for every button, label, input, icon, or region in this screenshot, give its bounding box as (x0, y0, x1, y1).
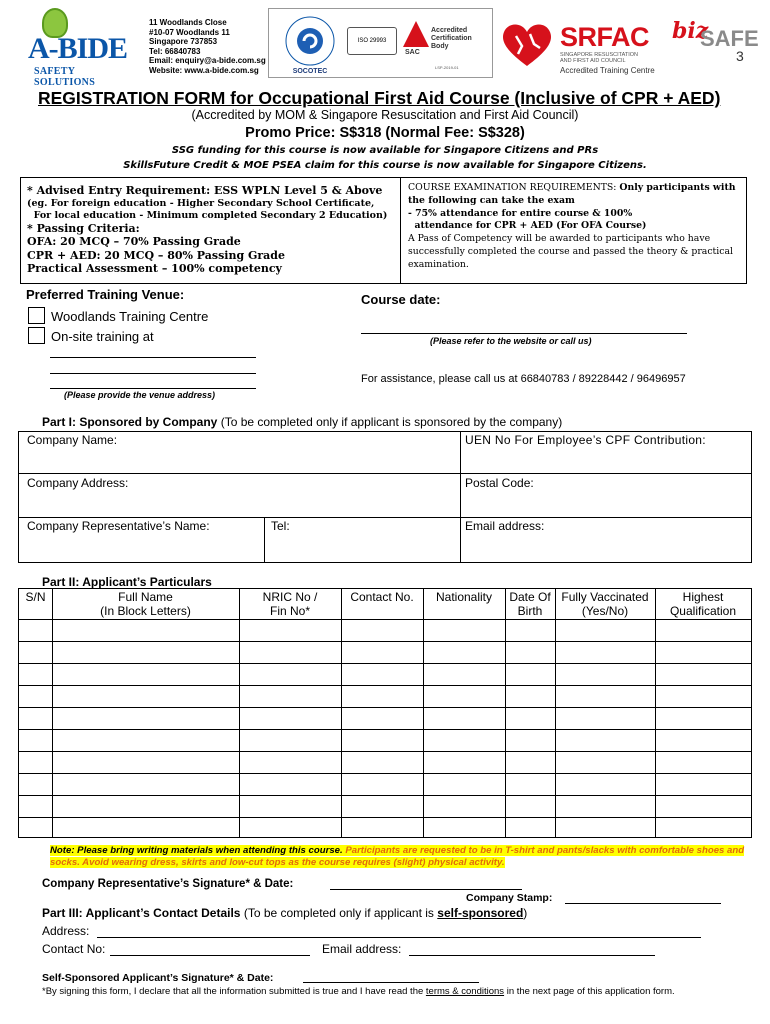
srfac-sub-line: AND FIRST AID COUNCIL (560, 58, 626, 64)
sac-code: LSP-2019-01 (435, 65, 459, 70)
sac-text (431, 27, 472, 51)
exam-req-head (408, 182, 739, 208)
form-title: REGISTRATION FORM for Occupational First Aid Course (Inclusive of CPR + AED) (38, 88, 721, 108)
req-line: Practical Assessment – 100% competency (27, 262, 282, 275)
part3-heading-rest: (To be completed only if applicant is (240, 906, 438, 920)
exam-req-paragraph: A Pass of Competency will be awarded to participants who have successfully completed the course and passed the theory & practical examination. (408, 233, 733, 270)
applicant-table (18, 588, 752, 838)
certification-logos (268, 8, 493, 78)
req-line: CPR + AED: 20 MCQ – 80% Passing Grade (27, 248, 285, 262)
sac-mark-icon (403, 21, 429, 47)
part3-self-sponsored: self-sponsored (437, 906, 524, 920)
srfac-sub (560, 52, 638, 64)
assistance-phone: For assistance, please call us at 66840783 / 89228442 / 96496957 (361, 373, 686, 385)
part2-heading: Part II: Applicant’s Particulars (42, 575, 212, 589)
heart-icon (500, 22, 554, 68)
sac-label: SAC (405, 49, 420, 56)
table-row[interactable] (19, 773, 751, 795)
company-address-field[interactable]: Company Address: (27, 476, 129, 490)
contact-no-label: Contact No: (42, 942, 106, 956)
company-stamp-label: Company Stamp: (466, 892, 553, 904)
company-contact (149, 18, 266, 76)
part3-heading (42, 906, 527, 920)
socotec-logo (279, 13, 341, 75)
venue-onsite-label: On-site training at (51, 329, 154, 344)
divider (19, 517, 751, 518)
bizsafe-logo (672, 14, 762, 70)
terms-link[interactable]: terms & conditions (425, 986, 505, 997)
divider (460, 432, 461, 562)
rep-signature-label: Company Representative’s Signature* & Date: (42, 878, 294, 890)
table-header-cell: Full Name (In Block Letters) (100, 590, 191, 618)
bizsafe-safe: SAFE (700, 26, 759, 51)
attire-note (50, 845, 750, 869)
table-header-cell: Fully Vaccinated (Yes/No) (561, 590, 649, 618)
company-stamp-line[interactable] (565, 903, 721, 904)
srfac-sub-line: SINGAPORE RESUSCITATION (560, 52, 639, 58)
bizsafe-biz: biz (672, 18, 709, 44)
self-signature-line[interactable] (303, 982, 479, 983)
address-label: Address: (42, 924, 90, 938)
table-header-cell: Contact No. (350, 590, 414, 604)
declaration-text: *By signing this form, I declare that all the information submitted is true and I have read the (42, 986, 426, 997)
rep-tel-field[interactable]: Tel: (271, 519, 290, 533)
contact-line: Tel: 66840783 (149, 46, 201, 56)
req-line: * Passing Criteria: (27, 221, 140, 235)
part1-heading-rest: (To be completed only if applicant is sponsored by the company) (217, 415, 563, 429)
table-header-cell: Highest Qualification (669, 590, 737, 618)
sac-line: Accredited (431, 27, 468, 34)
contact-line: Website: www.a-bide.com.sg (149, 65, 259, 75)
rep-email-field[interactable]: Email address: (465, 519, 545, 533)
part3-heading-close: ) (523, 906, 528, 920)
bizsafe-level: 3 (736, 48, 744, 64)
req-line: * Advised Entry Requirement: ESS WPLN Level 5 & Above (27, 184, 383, 197)
table-header-cell: Date Of Birth (509, 590, 551, 618)
postal-code-field[interactable]: Postal Code: (465, 476, 534, 490)
table-row[interactable] (19, 685, 751, 707)
course-date-hint: (Please refer to the website or call us) (430, 336, 592, 346)
part3-heading-bold: Part III: Applicant’s Contact Details (42, 906, 241, 920)
promo-price: Promo Price: S$318 (Normal Fee: S$328) (245, 125, 525, 141)
table-row[interactable] (19, 795, 751, 817)
table-row[interactable] (19, 751, 751, 773)
req-line: OFA: 20 MCQ – 70% Passing Grade (27, 235, 241, 248)
entry-requirements (20, 177, 401, 284)
venue-address-line-2[interactable] (50, 373, 256, 374)
req-line: For local education - Minimum completed Secondary 2 Education) (27, 209, 388, 221)
table-row[interactable] (19, 619, 751, 641)
part1-table (18, 431, 752, 563)
course-date-line[interactable] (361, 333, 687, 334)
contact-line: #10-07 Woodlands 11 (149, 27, 230, 37)
table-row[interactable] (19, 641, 751, 663)
contact-line: Email: enquiry@a-bide.com.sg (149, 56, 266, 66)
note-attire: Participants are requested to be in T-shirt and pants/slacks with comfortable shoes and socks. Avoid wearing dress, skirts and low-cut tops as the course requires (slight) physical activity. (50, 845, 745, 868)
table-row[interactable] (19, 817, 751, 839)
contact-no-line[interactable] (110, 955, 310, 956)
abide-logo (26, 8, 136, 88)
srfac-name: SRFAC (560, 22, 650, 52)
contact-line: 11 Woodlands Close (149, 18, 227, 27)
rep-name-field[interactable]: Company Representative’s Name: (27, 519, 210, 533)
venue-address-line-3[interactable] (50, 388, 256, 389)
venue-onsite-checkbox[interactable] (28, 327, 45, 344)
req-line: (eg. For foreign education - Higher Secondary School Certificate, (27, 197, 375, 209)
divider (264, 517, 265, 562)
socotec-name: SOCOTEC (292, 68, 328, 75)
address-line[interactable] (97, 937, 701, 938)
company-name-field[interactable]: Company Name: (27, 433, 118, 447)
venue-hint: (Please provide the venue address) (64, 390, 216, 400)
exam-req-bullet: - 75% attendance for entire course & 100% (408, 207, 633, 219)
exam-requirements (400, 177, 747, 284)
self-signature-label: Self-Sponsored Applicant’s Signature* & Date: (42, 972, 274, 984)
sac-logo (403, 21, 491, 71)
exam-req-title-bold: Only participants with the following can take the exam (408, 182, 736, 206)
email-line[interactable] (409, 955, 655, 956)
declaration (42, 986, 675, 997)
accreditation-note: (Accredited by MOM & Singapore Resuscitation and First Aid Council) (191, 108, 579, 122)
table-row[interactable] (19, 707, 751, 729)
venue-address-line-1[interactable] (50, 357, 256, 358)
declaration-text-end: in the next page of this application form. (504, 986, 675, 997)
iso-badge: ISO 29993 (347, 27, 397, 55)
uen-field[interactable]: UEN No For Employee’s CPF Contribution: (465, 433, 706, 447)
contact-line: Singapore 737853 (149, 37, 218, 47)
course-date-heading: Course date: (361, 292, 441, 307)
venue-woodlands-checkbox[interactable] (28, 307, 45, 324)
table-row[interactable] (19, 663, 751, 685)
part1-heading-bold: Part I: Sponsored by Company (42, 415, 218, 429)
divider (19, 473, 751, 474)
venue-heading: Preferred Training Venue: (26, 287, 185, 302)
ssg-funding-note: SSG funding for this course is now available for Singapore Citizens and PRs (171, 145, 599, 156)
exam-req-title: COURSE EXAMINATION REQUIREMENTS: (408, 182, 617, 193)
sac-line: Certification (431, 35, 472, 42)
rep-signature-line[interactable] (330, 889, 522, 890)
srfac-logo (498, 16, 678, 80)
venue-woodlands-label: Woodlands Training Centre (51, 309, 209, 324)
sac-line: Body (431, 43, 449, 50)
table-header-cell: Nationality (435, 590, 493, 604)
part1-heading (42, 415, 562, 429)
srfac-atc: Accredited Training Centre (560, 66, 655, 75)
skillsfuture-note: SkillsFuture Credit & MOE PSEA claim for this course is now available for Singapore Citizens. (123, 160, 647, 171)
note-writing-materials: Note: Please bring writing materials when attending this course. (50, 845, 343, 856)
abide-logo-word: A-BIDE (28, 32, 128, 65)
table-row[interactable] (19, 729, 751, 751)
abide-logo-sub: SAFETY SOLUTIONS (34, 66, 96, 88)
email-label: Email address: (322, 942, 402, 956)
exam-req-bullet: attendance for CPR + AED (For OFA Course) (408, 220, 647, 232)
table-header-cell: NRIC No / Fin No* (262, 590, 318, 618)
table-header-cell: S/N (25, 590, 46, 604)
